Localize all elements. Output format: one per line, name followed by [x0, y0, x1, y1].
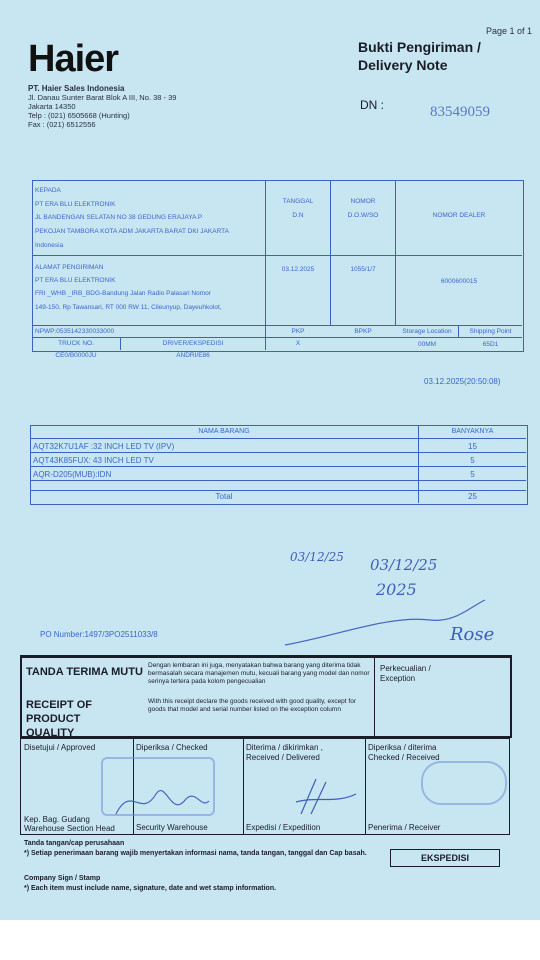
- ekspedisi-copy-label: EKSPEDISI: [390, 849, 500, 867]
- exception-label: [380, 664, 431, 684]
- tanggal-value: 03.12.2025: [281, 266, 315, 273]
- exception-label-1: Perkecualian /: [380, 664, 431, 673]
- company-stamp-label-id: Tanda tangan/cap perusahaan: [24, 840, 125, 847]
- approved-label: Disetujui / Approved: [24, 743, 96, 752]
- pkp-value: X: [295, 340, 301, 347]
- nomor-label: NOMOR: [350, 198, 376, 205]
- receipt-title: [26, 698, 146, 740]
- company-address-2: Jakarta 14350: [28, 102, 76, 111]
- note-indonesian: *) Setiap penerimaan barang wajib menyertakan informasi nama, tanda tangan, tanggal dan Cap basah.: [24, 850, 367, 857]
- handwritten-year: 2025: [376, 580, 417, 599]
- dn-number: 83549059: [430, 104, 490, 120]
- warehouse-head-label-1: Kep. Bag. Gudang: [24, 815, 90, 824]
- item-row-1-name: AQT32K7U1AF :32 INCH LED TV (IPV): [33, 442, 175, 451]
- total-label: Total: [215, 492, 233, 501]
- col-nama-barang: NAMA BARANG: [198, 428, 250, 435]
- bpkp-label: BPKP: [354, 328, 372, 335]
- consignee-address-1: JL BANDENGAN SELATAN NO 38 GEDUNG ERAJAYA P: [35, 214, 203, 221]
- kepada-label: KEPADA: [35, 187, 61, 194]
- expedition-label: Expedisi / Expedition: [246, 823, 321, 832]
- truck-label: TRUCK NO.: [58, 340, 94, 347]
- receipt-title-1: RECEIPT OF PRODUCT: [26, 699, 93, 725]
- items-rule: [30, 438, 526, 439]
- receipt-box: [20, 655, 512, 738]
- grid-rule: [32, 255, 522, 256]
- ship-name: PT ERA BLU ELEKTRONIK: [35, 277, 116, 284]
- storage-label: Storage Location: [402, 328, 452, 335]
- truck-value: CE0/B0000JU: [55, 352, 97, 359]
- dn-sub-label: D.N: [292, 212, 304, 219]
- handwritten-signature: Rose: [450, 624, 495, 645]
- handwritten-date-1: 03/12/25: [290, 550, 344, 564]
- driver-label: DRIVER/EKSPEDISI: [162, 340, 224, 347]
- tanda-text: Dengan lembaran ini juga, menyatakan bahwa barang yang diterima tidak bermasalah secara manajemen mutu, kecuali barang yang model dan nomor serinya tertera pada kolom pengecualian: [148, 662, 370, 685]
- page-number: Page 1 of 1: [485, 26, 532, 36]
- received-label-1: Diperiksa / diterima: [368, 743, 437, 752]
- warehouse-head-label-2: Warehouse Section Head: [24, 824, 115, 833]
- ship-address-1: FRI _WHB _IRB_BDG-Bandung Jalan Radio Palasari Nomor: [35, 290, 211, 297]
- company-sign-label: Company Sign / Stamp: [24, 875, 101, 882]
- item-row-2-qty: 5: [470, 456, 475, 465]
- signature-stroke: [280, 595, 490, 655]
- note-english: *) Each item must include name, signature, date and wet stamp information.: [24, 885, 277, 892]
- item-row-3-name: AQR-D205(MUB):IDN: [33, 470, 112, 479]
- items-rule: [30, 452, 526, 453]
- receiver-stamp: [421, 761, 507, 805]
- npwp: NPWP:0535142330033000: [35, 328, 115, 335]
- checked-label: Diperiksa / Checked: [136, 743, 208, 752]
- warehouse-signature: [111, 779, 211, 824]
- print-timestamp: 03.12.2025(20:50:08): [424, 377, 501, 386]
- warehouse-head-label: [24, 815, 115, 833]
- document-title-line-2: Delivery Note: [358, 57, 448, 73]
- company-name: PT. Haier Sales Indonesia: [28, 84, 125, 93]
- items-rule: [30, 490, 526, 491]
- company-info: [28, 84, 176, 129]
- received-label: [368, 743, 440, 763]
- expedition-signature: [291, 774, 361, 819]
- handwritten-date-2: 03/12/25: [370, 556, 438, 574]
- receipt-divider: [374, 658, 375, 736]
- do-so-label: D.O.W/SO: [347, 212, 379, 219]
- consignee-name: PT ERA BLU ELEKTRONIK: [35, 201, 116, 208]
- consignee-address-2: PEKOJAN TAMBORA KOTA ADM JAKARTA BARAT DKI JAKARTA: [35, 228, 229, 235]
- delivered-label: [246, 743, 323, 763]
- shipping-value: 65D1: [482, 341, 499, 348]
- po-number: PO Number:1497/3PO2511033/8: [40, 630, 158, 639]
- signature-section: [20, 738, 510, 835]
- delivered-label-1: Diterima / dikirimkan ,: [246, 743, 323, 752]
- receipt-text: With this receipt declare the goods received with good quality, except for goods that model and serial number listed on the exception column: [148, 698, 356, 713]
- company-phone: Telp : (021) 6505668 (Hunting): [28, 111, 130, 120]
- col-banyaknya: BANYAKNYA: [451, 428, 494, 435]
- document-title-line-1: Bukti Pengiriman /: [358, 39, 481, 55]
- storage-value: 00MM: [417, 341, 437, 348]
- dealer-value: 6000600015: [440, 278, 478, 285]
- nomor-value: 1055/1/7: [350, 266, 376, 273]
- consignee-address-3: Indonesia: [35, 242, 64, 249]
- delivered-label-2: Received / Delivered: [246, 753, 320, 762]
- ship-address-2: 149-150, Rp Tawansari, RT 000 RW 11, Cileunyup, Dayeuhkolot,: [35, 304, 222, 311]
- tanda-title: TANDA TERIMA MUTU: [26, 666, 143, 678]
- receipt-title-2: QUALITY: [26, 727, 75, 739]
- dealer-label: NOMOR DEALER: [432, 212, 486, 219]
- received-label-2: Checked / Received: [368, 753, 440, 762]
- receiver-label: Penerima / Receiver: [368, 823, 441, 832]
- item-row-1-qty: 15: [468, 442, 477, 451]
- shipping-label: Shipping Point: [469, 328, 512, 335]
- dn-label: DN :: [360, 98, 384, 112]
- item-row-3-qty: 5: [470, 470, 475, 479]
- company-fax: Fax : (021) 6512556: [28, 120, 96, 129]
- haier-logo: Haier: [28, 38, 119, 80]
- ship-label: ALAMAT PENGIRIMAN: [35, 264, 104, 271]
- items-rule: [30, 480, 526, 481]
- total-value: 25: [468, 492, 477, 501]
- company-address-1: Jl. Danau Sunter Barat Blok A III, No. 38 - 39: [28, 93, 177, 102]
- exception-label-2: Exception: [380, 674, 416, 683]
- items-rule: [30, 466, 526, 467]
- item-row-2-name: AQT43K85FUX: 43 INCH LED TV: [33, 456, 154, 465]
- security-label: Security Warehouse: [136, 823, 208, 832]
- document-title: [358, 38, 481, 74]
- grid-divider: [395, 180, 396, 325]
- tanggal-label: TANGGAL: [282, 198, 314, 205]
- driver-value: ANDRI/E86: [176, 352, 210, 359]
- pkp-label: PKP: [291, 328, 305, 335]
